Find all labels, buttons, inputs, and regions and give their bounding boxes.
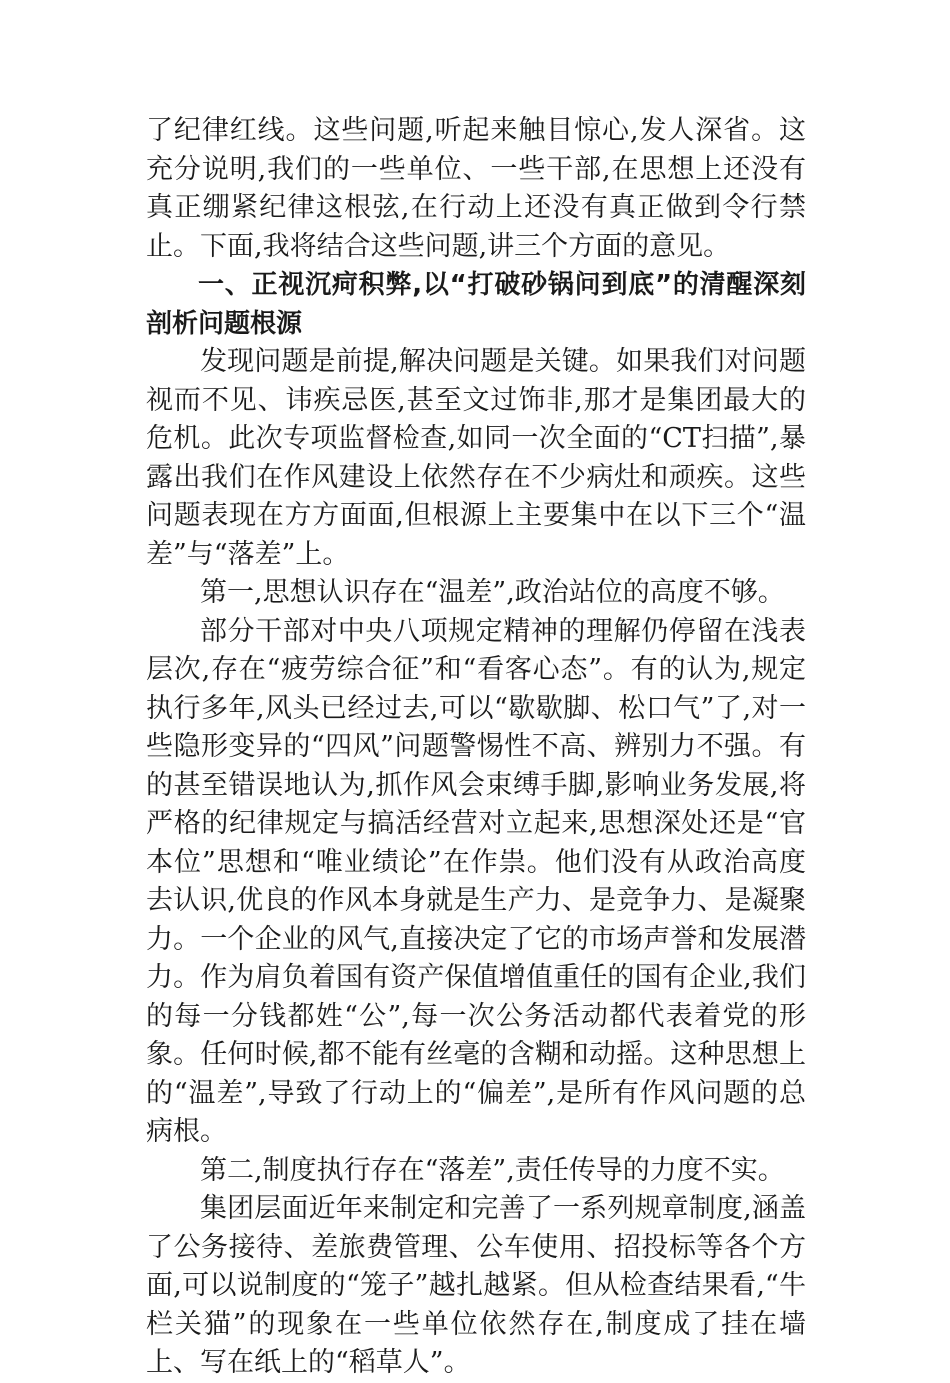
paragraph-body: 部分干部对中央八项规定精神的理解仍停留在浅表层次,存在“疲劳综合征”和“看客心态”。有的认为,规定执行多年,风头已经过去,可以“歇歇脚、松口气”了,对一些隐形变异的“四风”问题警惕性不高、辨别力不强。有的甚至错误地认为,抓作风会束缚手脚,影响业务发展,将严格的纪律规定与搞活经营对立起来,思想深处还是“官本位”思想和“唯业绩论”在作祟。他们没有从政治高度去认识,优良的作风本身就是生产力、是竞争力、是凝聚力。一个企业的风气,直接决定了它的市场声誉和发展潜力。作为肩负着国有资产保值增值重任的国有企业,我们的每一分钱都姓“公”,每一次公务活动都代表着党的形象。任何时候,都不能有丝毫的含糊和动摇。这种思想上的“温差”,导致了行动上的“偏差”,是所有作风问题的总病根。 [146, 615, 806, 1147]
subheading-first: 第一,思想认识存在“温差”,政治站位的高度不够。 [200, 577, 785, 608]
document-body [146, 112, 806, 1383]
paragraph-continuation: 了纪律红线。这些问题,听起来触目惊心,发人深省。这充分说明,我们的一些单位、一些干部,在思想上还没有真正绷紧纪律这根弦,在行动上还没有真正做到令行禁止。下面,我将结合这些问题,讲三个方面的意见。 [146, 115, 806, 262]
subheading-second: 第二,制度执行存在“落差”,责任传导的力度不实。 [200, 1154, 785, 1186]
section-heading: 一、正视沉疴积弊,以“打破砂锅问到底”的清醒深刻剖析问题根源 [146, 270, 806, 339]
paragraph-body: 集团层面近年来制定和完善了一系列规章制度,涵盖了公务接待、差旅费管理、公车使用、招投标等各个方面,可以说制度的“笼子”越扎越紧。但从检查结果看,“牛栏关猫”的现象在一些单位依然存在,制度成了挂在墙上、写在纸上的“稻草人”。 [146, 1193, 806, 1378]
paragraph-body: 发现问题是前提,解决问题是关键。如果我们对问题视而不见、讳疾忌医,甚至文过饰非,那才是集团最大的危机。此次专项监督检查,如同一次全面的“CT扫描”,暴露出我们在作风建设上依然存在不少病灶和顽疾。这些问题表现在方方面面,但根源上主要集中在以下三个“温差”与“落差”上。 [146, 346, 806, 570]
